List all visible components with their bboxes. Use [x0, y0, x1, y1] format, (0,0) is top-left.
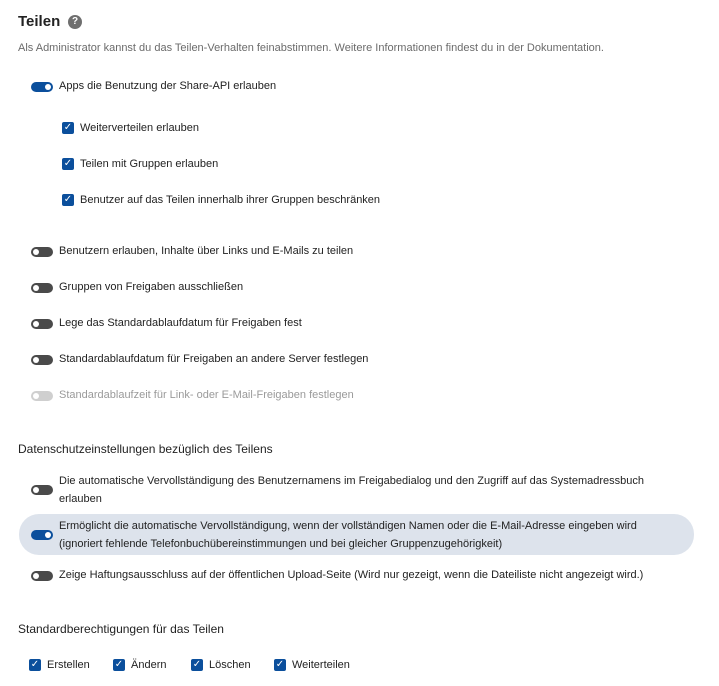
restrict-to-groups-label: Benutzer auf das Teilen innerhalb ihrer Gruppen beschränken — [80, 194, 381, 206]
remote-expiry-toggle[interactable] — [31, 355, 53, 365]
resharing-label: Weiterverteilen erlauben — [80, 122, 200, 134]
exclude-groups-label: Gruppen von Freigaben ausschließen — [59, 281, 244, 293]
resharing-checkbox[interactable]: ✓ — [63, 122, 73, 133]
restrict-to-groups-checkbox[interactable]: ✓ — [63, 194, 73, 205]
full-match-autocomplete-toggle[interactable] — [31, 530, 53, 540]
page-description: Als Administrator kannst du das Teilen-Verhalten feinabstimmen. Weitere Informationen findest du in der Dokumentation. — [18, 42, 604, 54]
default-expiry-label: Lege das Standardablaufdatum für Freigaben fest — [59, 317, 302, 329]
permissions-heading: Standardberechtigungen für das Teilen — [18, 622, 224, 636]
disclaimer-label: Zeige Haftungsausschluss auf der öffentlichen Upload-Seite (Wird nur gezeigt, wenn die Dateiliste nicht angezeigt wird.) — [59, 569, 644, 581]
page-title: Teilen — [18, 13, 61, 30]
group-sharing-label: Teilen mit Gruppen erlauben — [80, 158, 219, 170]
link-expiry-toggle — [31, 391, 53, 401]
link-expiry-label: Standardablaufzeit für Link- oder E-Mail-Freigaben festlegen — [59, 389, 354, 401]
privacy-heading: Datenschutzeinstellungen bezüglich des Teilens — [18, 442, 273, 456]
permission-change-checkbox[interactable]: ✓ — [114, 659, 124, 670]
exclude-groups-toggle[interactable] — [31, 283, 53, 293]
autocomplete-label: Die automatische Vervollständigung des Benutzernamens im Freigabedialog und den Zugriff auf das Systemadressbuch erlauben — [59, 475, 644, 505]
share-api-label: Apps die Benutzung der Share-API erlauben — [59, 80, 277, 92]
remote-expiry-label: Standardablaufdatum für Freigaben an andere Server festlegen — [59, 353, 369, 365]
share-api-toggle[interactable] — [31, 82, 53, 92]
permission-reshare-label: Weiterteilen — [292, 659, 350, 671]
link-email-sharing-label: Benutzern erlauben, Inhalte über Links und E-Mails zu teilen — [59, 245, 354, 257]
link-email-sharing-toggle[interactable] — [31, 247, 53, 257]
permission-create-label: Erstellen — [47, 659, 90, 671]
full-match-autocomplete-label: Ermöglicht die automatische Vervollständigung, wenn der vollständigen Namen oder die E-Mail-Adresse eingeben wird (ignoriert fehlende Telefonbuchübereinstimmungen und bei gleicher Gruppenzugehörigkeit) — [59, 520, 637, 550]
disclaimer-toggle[interactable] — [31, 571, 53, 581]
autocomplete-toggle[interactable] — [31, 485, 53, 495]
permission-create-checkbox[interactable]: ✓ — [30, 659, 40, 670]
permission-change-label: Ändern — [131, 659, 167, 671]
default-expiry-toggle[interactable] — [31, 319, 53, 329]
permission-delete-label: Löschen — [209, 659, 251, 671]
group-sharing-checkbox[interactable]: ✓ — [63, 158, 73, 169]
permission-delete-checkbox[interactable]: ✓ — [192, 659, 202, 670]
question-mark-icon[interactable]: ? — [68, 15, 82, 29]
permission-reshare-checkbox[interactable]: ✓ — [275, 659, 285, 670]
